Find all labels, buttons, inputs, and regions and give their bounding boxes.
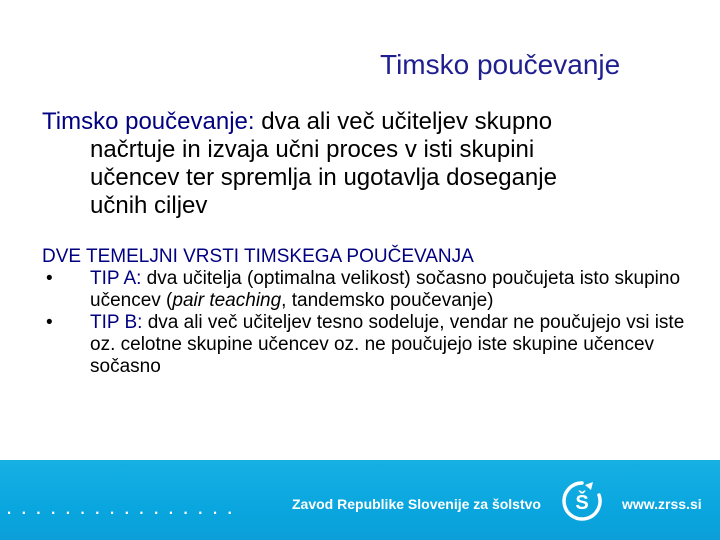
definition-term: Timsko poučevanje:	[42, 108, 255, 135]
footer-dots: ................	[6, 494, 242, 519]
logo-letter: Š	[575, 492, 589, 514]
footer-banner	[0, 460, 720, 540]
types-section	[42, 246, 692, 378]
definition-line-1: dva ali več učiteljev skupno	[254, 108, 553, 135]
slide-title: Timsko poučevanje	[380, 49, 621, 80]
zrss-logo-icon	[561, 480, 603, 522]
bullet-label: TIP B:	[90, 312, 143, 333]
bullet-text: dva učitelja (optimalna velikost) sočasno poučujeta isto skupino učencev (	[90, 268, 681, 311]
organization-name: Zavod Republike Slovenije za šolstvo	[292, 496, 541, 512]
bullet-text-end: , tandemsko poučevanje)	[281, 290, 494, 311]
bullet-label: TIP A:	[90, 268, 142, 289]
bullet-icon: •	[46, 268, 53, 289]
types-heading: DVE TEMELJNI VRSTI TIMSKEGA POUČEVANJA	[42, 246, 474, 267]
definition-line-2: načrtuje in izvaja učni proces v isti skupini	[90, 136, 535, 163]
bullet-item-tip-a	[42, 268, 692, 312]
bullet-item-tip-b	[42, 312, 692, 378]
website-link[interactable]: www.zrss.si	[622, 496, 702, 512]
bullet-text-italic: pair teaching	[172, 290, 282, 311]
definition-paragraph	[42, 108, 682, 220]
bullet-icon: •	[46, 312, 53, 333]
definition-line-3: učencev ter spremlja in ugotavlja doseganje	[90, 164, 557, 191]
bullet-text: dva ali več učiteljev tesno sodeluje, vendar ne poučujejo vsi iste oz. celotne skupine učencev oz. ne poučujejo iste skupine učencev sočasno	[90, 312, 685, 377]
definition-line-4: učnih ciljev	[90, 192, 208, 219]
